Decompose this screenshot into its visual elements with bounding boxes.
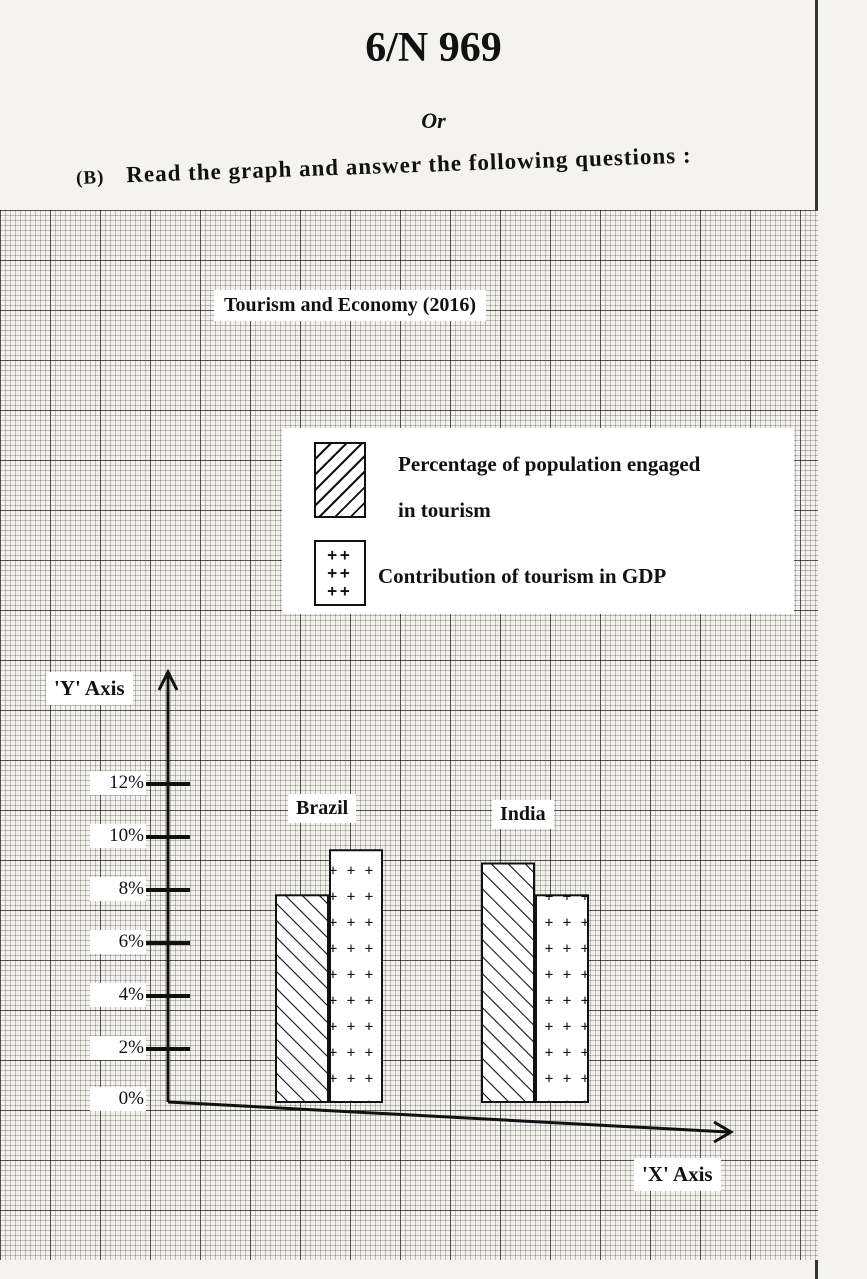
or-separator: Or: [421, 108, 446, 133]
y-tick-label: 0%: [90, 1087, 146, 1111]
y-tick-label: 10%: [90, 824, 146, 848]
y-tick-label: 6%: [90, 930, 146, 954]
legend-item1-line1: Percentage of population engaged: [398, 452, 701, 476]
y-tick-label: 2%: [90, 1036, 146, 1060]
y-tick-label: 8%: [90, 877, 146, 901]
y-tick-label: 12%: [90, 771, 146, 795]
category-label-brazil: Brazil: [288, 794, 356, 823]
legend-item1-line2: in tourism: [398, 498, 491, 522]
x-axis-title: 'X' Axis: [634, 1158, 721, 1191]
paper-code: 6/N 969: [365, 25, 502, 71]
y-tick-label: 4%: [90, 983, 146, 1007]
x-axis-line: [168, 1102, 728, 1132]
category-label-india: India: [492, 800, 554, 829]
legend-item2: Contribution of tourism in GDP: [378, 564, 667, 588]
bar-plus-brazil: [330, 850, 382, 1102]
y-axis-title: 'Y' Axis: [46, 672, 133, 705]
legend-swatch-plus: ++ ++ ++: [314, 540, 366, 606]
question-text: Read the graph and answer the following questions :: [125, 142, 692, 188]
bar-hatch-india: [482, 864, 534, 1103]
chart-title: Tourism and Economy (2016): [214, 290, 486, 321]
question-label: (B): [75, 167, 105, 189]
bar-hatch-brazil: [276, 895, 328, 1102]
bar-plus-india: [536, 895, 588, 1102]
